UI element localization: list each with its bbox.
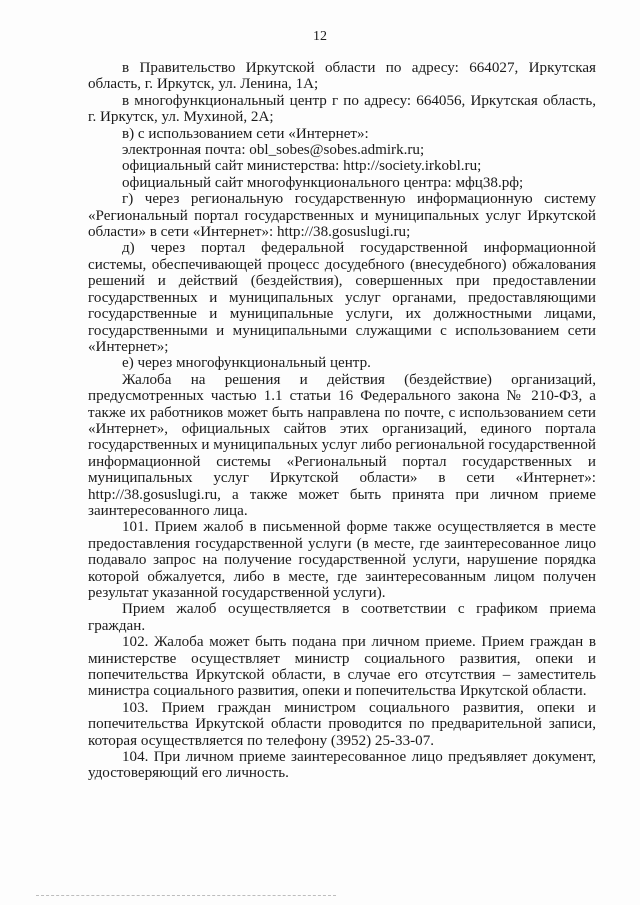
paragraph-102: 102. Жалоба может быть подана при личном приеме. Прием граждан в министерстве осуществляет министр социального развития, опеки и попечительства Иркутской области, в случае его отсутствия – заместитель министра социального развития, опеки и попечительства Иркутской области.	[88, 634, 596, 700]
paragraph-federal-portal: д) через портал федеральной государственной информационной системы, обеспечивающей процесс досудебного (внесудебного) обжалования решений и действий (бездействия), совершенных при предоставлении государственных и муниципальных услуг органами, предоставляющими государственные и муниципальные услуги, их должностными лицами, государственными и муниципальными служащими с использованием сети «Интернет»;	[88, 240, 596, 355]
paragraph-103: 103. Прием граждан министром социального развития, опеки и попечительства Иркутской области проводится по предварительной записи, которая осуществляется по телефону (3952) 25-33-07.	[88, 699, 596, 749]
paragraph-government-address: в Правительство Иркутской области по адресу: 664027, Иркутская область, г. Иркутск, ул. Ленина, 1А;	[88, 60, 596, 93]
page-number: 12	[313, 29, 327, 44]
paragraph-ministry-site: официальный сайт министерства: http://society.irkobl.ru;	[122, 158, 482, 175]
paragraph-email: электронная почта: obl_sobes@sobes.admirk.ru;	[122, 142, 425, 159]
paragraph-complaint-organizations: Жалоба на решения и действия (бездействие) организаций, предусмотренных частью 1.1 статьи 16 Федерального закона № 210-ФЗ, а также их работников может быть направлена по почте, с использованием сети «Интернет», официальных сайтов этих организаций, единого портала государственных и муниципальных услуг либо региональной государственной информационной системы «Региональный портал государственных и муниципальных услуг Иркутской области» в сети «Интернет»: http://38.gosuslugi.ru, а также может быть принята при личном приеме заинтересованного лица.	[88, 371, 596, 519]
paragraph-mfc-site: официальный сайт многофункционального центра: мфц38.рф;	[122, 174, 524, 191]
paragraph-mfc: е) через многофункциональный центр.	[122, 355, 371, 372]
paragraph-reception-schedule: Прием жалоб осуществляется в соответствии с графиком приема граждан.	[88, 601, 596, 634]
paragraph-internet-heading: в) с использованием сети «Интернет»:	[122, 125, 369, 142]
paragraph-mfc-address: в многофункциональный центр г по адресу: 664056, Иркутская область, г. Иркутск, ул. Мухиной, 2А;	[88, 92, 596, 126]
document-body	[88, 60, 596, 782]
paragraph-104: 104. При личном приеме заинтересованное лицо предъявляет документ, удостоверяющий его личность.	[88, 749, 596, 782]
paragraph-regional-portal: г) через региональную государственную информационную систему «Региональный портал государственных и муниципальных услуг Иркутской области» в сети «Интернет»: http://38.gosuslugi.ru;	[88, 191, 596, 241]
scan-edge-line	[36, 895, 336, 897]
paragraph-101: 101. Прием жалоб в письменной форме также осуществляется в месте предоставления государственной услуги (в месте, где заинтересованное лицо подавало запрос на получение государственной услуги, нарушение порядка которой обжалуется, либо в месте, где заинтересованным лицом получен результат указанной государственной услуги).	[88, 519, 596, 601]
